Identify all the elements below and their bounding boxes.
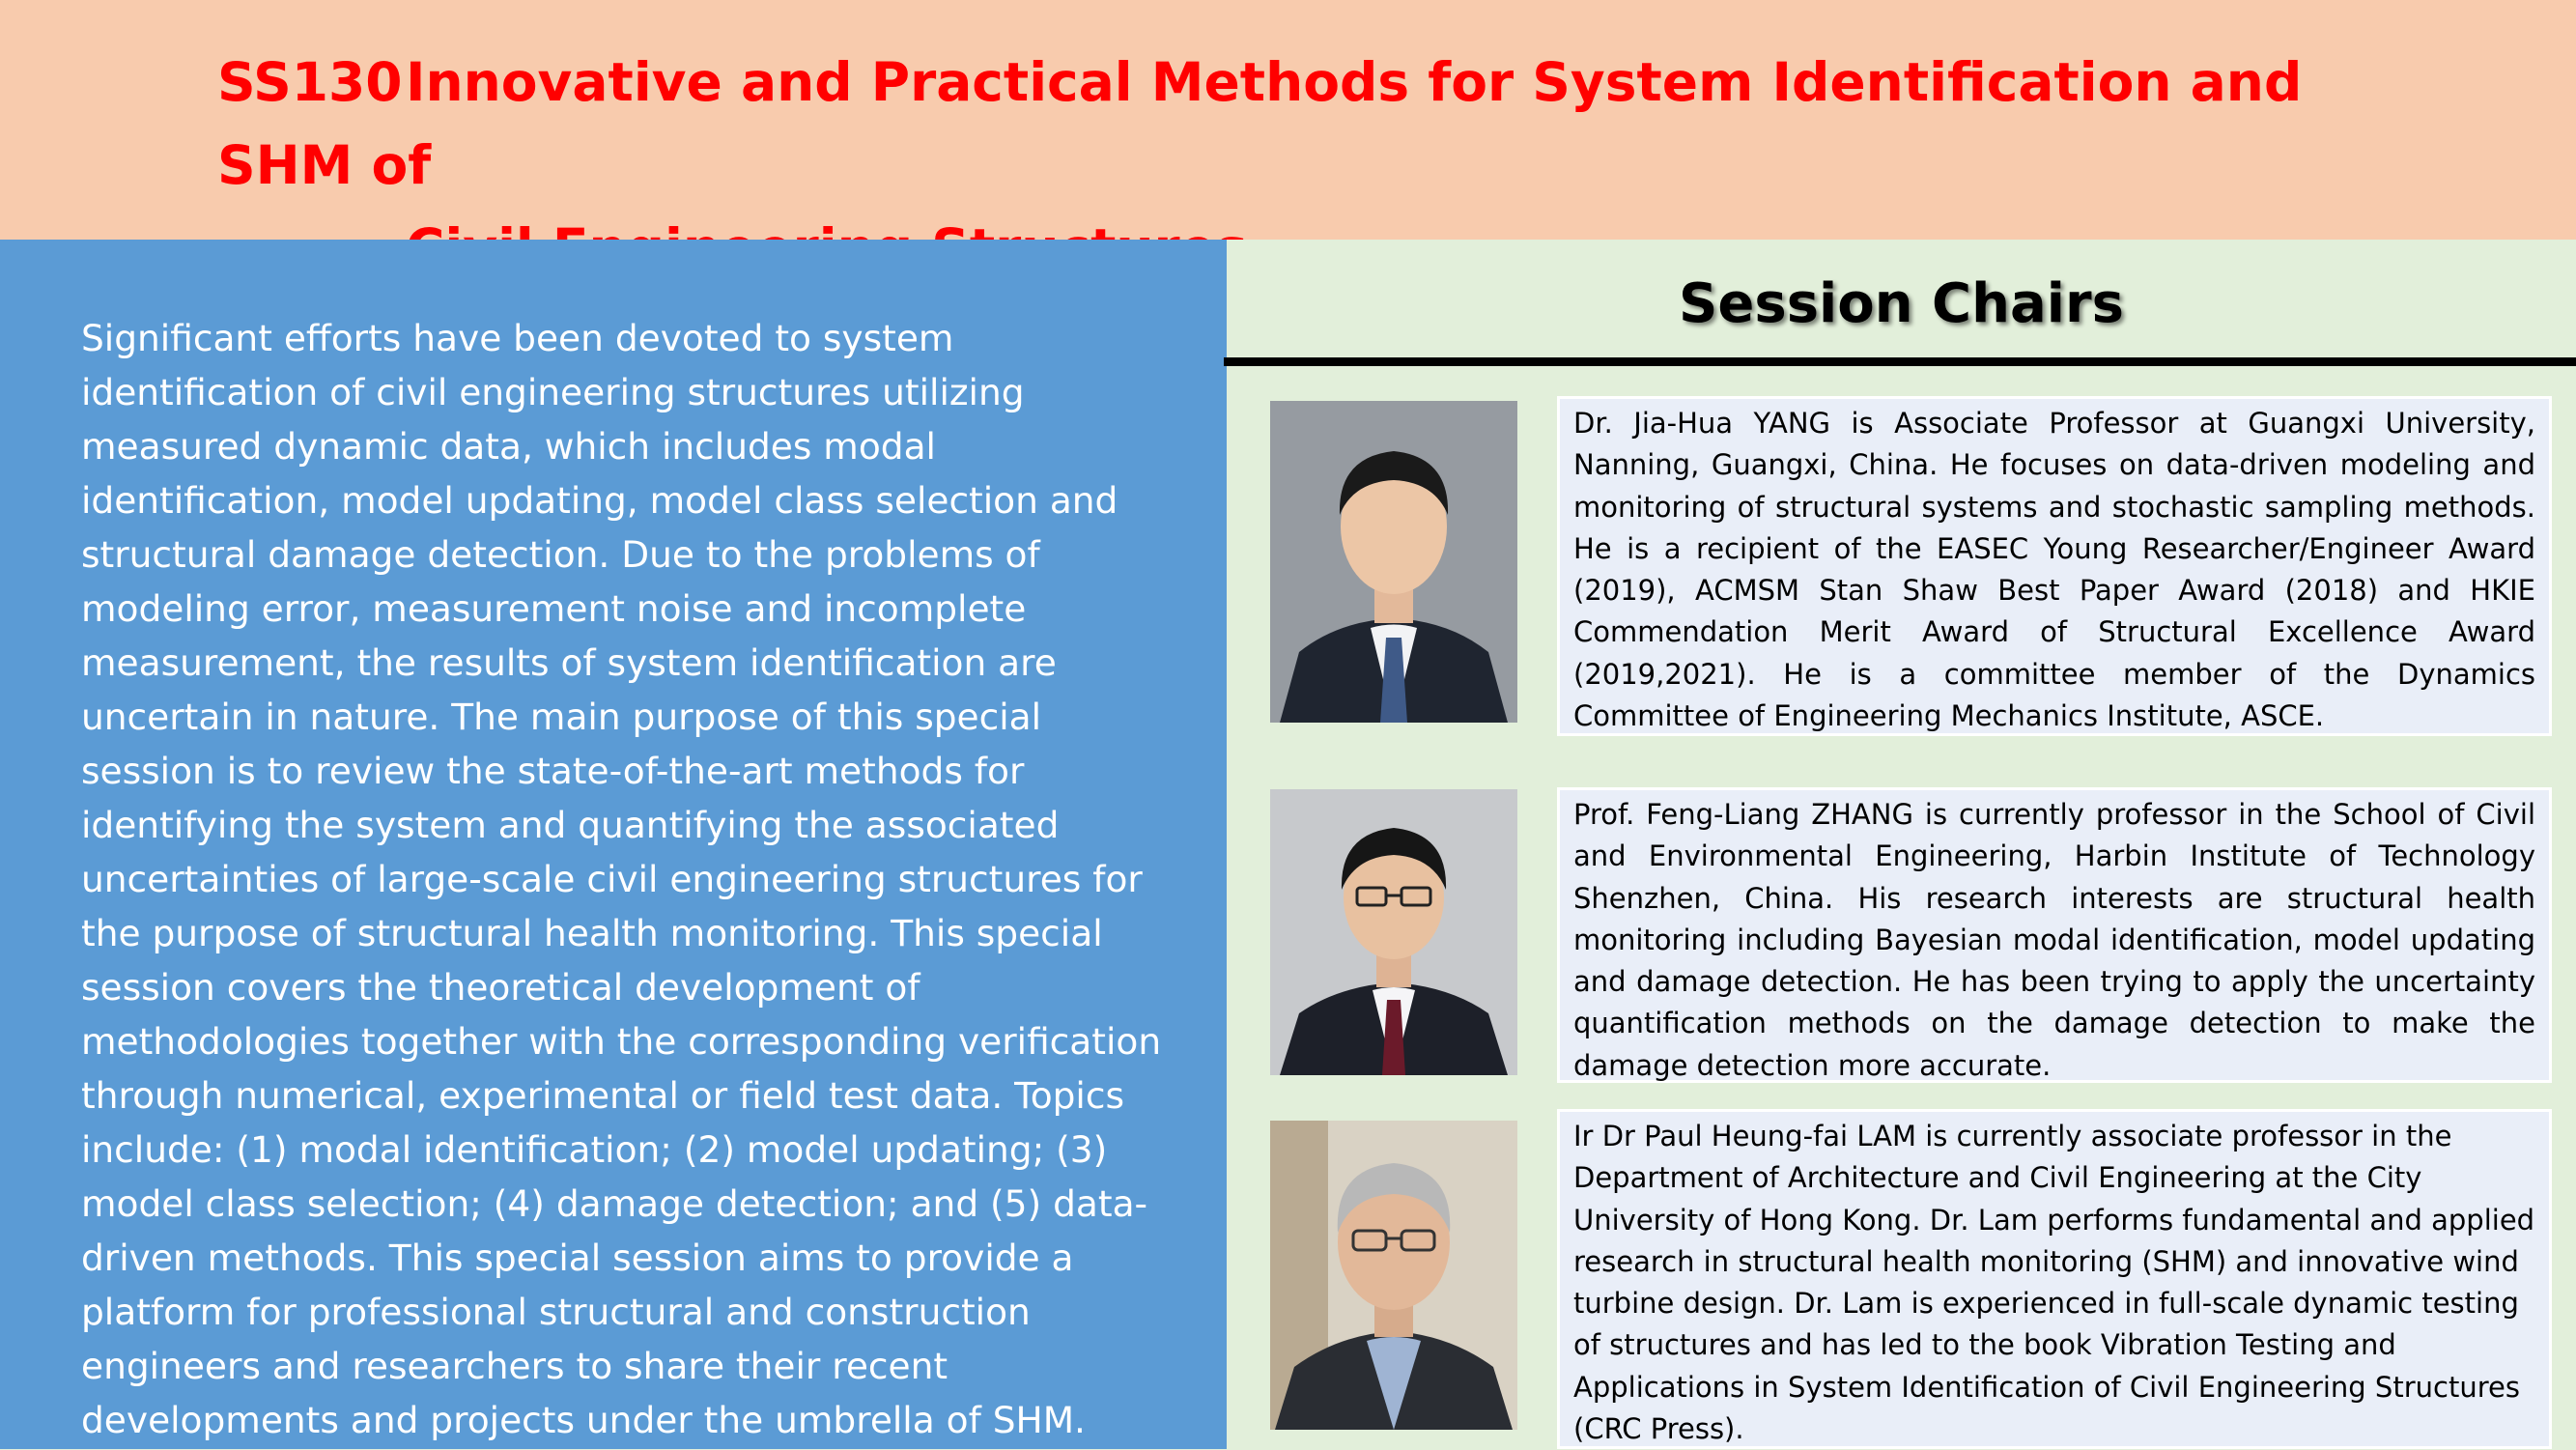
title-line-1: Innovative and Practical Methods for System Identification and SHM of (217, 51, 2303, 196)
heading-divider (1224, 357, 2576, 366)
chair-1-bio (1557, 396, 2552, 736)
session-code: SS130 (217, 51, 403, 113)
chair-2-bio (1557, 787, 2552, 1083)
chair-1-bio-text: Dr. Jia-Hua YANG is Associate Professor at Guangxi University, Nanning, Guangxi, China. He focuses on data-driven modeling and monitoring of structural systems and stochastic sampling methods. He is a recipient of the EASEC Young Researcher/Engineer Award (2019), ACMSM Stan Shaw Best Paper Award (2018) and HKIE Commendation Merit Award of Structural Excellence Award (2019,2021). He is a committee member of the Dynamics Committee of Engineering Mechanics Institute, ASCE. (1573, 407, 2535, 733)
chair-3-bio-text: Ir Dr Paul Heung-fai LAM is currently associate professor in the Department of Architecture and Civil Engineering at the City University of Hong Kong. Dr. Lam performs fundamental and applied research in structural health monitoring (SHM) and innovative wind turbine design. Dr. Lam is experienced in full-scale dynamic testing of structures and has led to the book Vibration Testing and Applications in System Identification of Civil Engineering Structures (CRC Press). (1573, 1120, 2535, 1446)
session-chairs-heading: Session Chairs (1679, 272, 2124, 335)
chair-3-portrait-photo (1270, 1121, 1517, 1430)
chair-2-portrait-photo (1270, 789, 1517, 1075)
chair-1-portrait-photo (1270, 401, 1517, 723)
chair-2-bio-text: Prof. Feng-Liang ZHANG is currently professor in the School of Civil and Environmental Engineering, Harbin Institute of Technology Shenzhen, China. His research interests are structural health monitoring including Bayesian modal identification, model updating and damage detection. He has been trying to apply the uncertainty quantification methods on the damage detection to make the damage detection more accurate. (1573, 798, 2535, 1082)
abstract-text: Significant efforts have been devoted to system identification of civil engineering structures utilizing measured dynamic data, which includes modal identification, model updating, model class selection and structural damage detection. Due to the problems of modeling error, measurement noise and incomplete measurement, the results of system identification are uncertain in nature. The main purpose of this special session is to review the state-of-the-art methods for identifying the system and quantifying the associated uncertainties of large-scale civil engineering structures for the purpose of structural health monitoring. This special session covers the theoretical development of methodologies together with the corresponding verification through numerical, experimental or field test data. Topics include: (1) modal identification; (2) model updating; (3) model class selection; (4) damage detection; and (5) data-driven methods. This special session aims to provide a platform for professional structural and construction engineers and researchers to share their recent developments and projects under the umbrella of SHM. (81, 317, 1162, 1441)
chair-3-bio (1557, 1109, 2552, 1449)
